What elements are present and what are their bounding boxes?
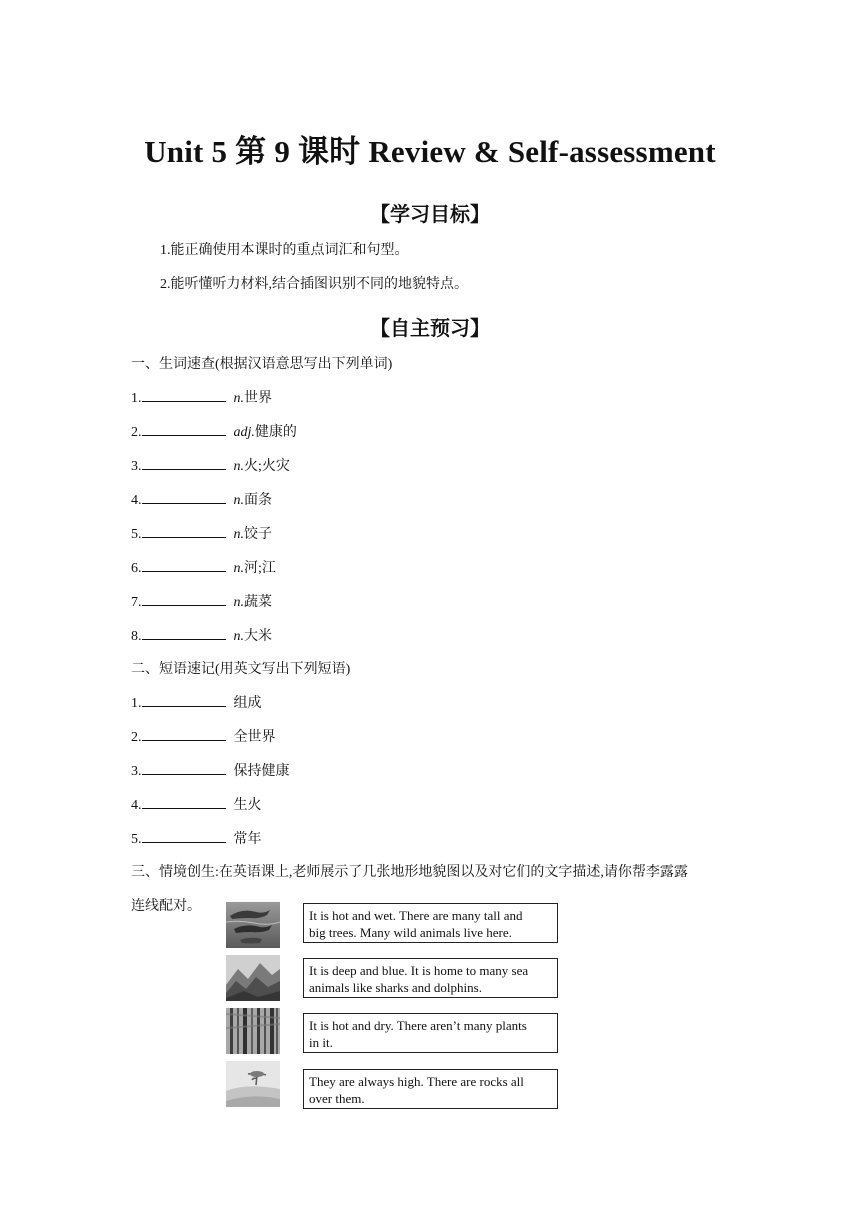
answer-blank[interactable] [142,593,226,606]
part3-heading: 三、情境创生:在英语课上,老师展示了几张地形地貌图以及对它们的文字描述,请你帮李露露 [131,865,688,880]
vocab-item: 7. n.蔬菜 [131,595,272,610]
phrase-item: 3. 保持健康 [131,764,290,779]
preview-heading: 【自主预习】 [370,316,490,340]
answer-blank[interactable] [142,627,226,640]
answer-blank[interactable] [142,389,226,402]
description-box[interactable]: They are always high. There are rocks all over them. [303,1069,558,1109]
answer-blank[interactable] [142,762,226,775]
vocab-item: 5. n.饺子 [131,527,272,542]
forest-photo[interactable] [226,1008,280,1054]
vocab-item: 8. n.大米 [131,629,272,644]
answer-blank[interactable] [142,491,226,504]
goals-heading: 【学习目标】 [370,202,490,226]
part3-heading-cont: 连线配对。 [131,899,201,914]
phrase-item: 4. 生火 [131,798,262,813]
goal-item: 1.能正确使用本课时的重点词汇和句型。 [160,243,409,258]
dolphins-photo[interactable] [226,902,280,948]
desert-photo[interactable] [226,1061,280,1107]
page-title: Unit 5 第 9 课时 Review & Self-assessment [144,134,716,169]
answer-blank[interactable] [142,423,226,436]
answer-blank[interactable] [142,694,226,707]
vocab-item: 6. n.河;江 [131,561,276,576]
answer-blank[interactable] [142,796,226,809]
phrase-item: 1. 组成 [131,696,262,711]
part2-heading: 二、短语速记(用英文写出下列短语) [131,662,351,677]
description-box[interactable]: It is hot and dry. There aren’t many plants in it. [303,1013,558,1053]
description-box[interactable]: It is deep and blue. It is home to many sea animals like sharks and dolphins. [303,958,558,998]
answer-blank[interactable] [142,559,226,572]
vocab-item: 3. n.火;火灾 [131,459,290,474]
answer-blank[interactable] [142,728,226,741]
answer-blank[interactable] [142,457,226,470]
part1-heading: 一、生词速查(根据汉语意思写出下列单词) [131,357,393,372]
vocab-item: 2. adj.健康的 [131,425,297,440]
phrase-item: 5. 常年 [131,832,262,847]
answer-blank[interactable] [142,525,226,538]
vocab-item: 4. n.面条 [131,493,272,508]
vocab-item: 1. n.世界 [131,391,272,406]
goal-item: 2.能听懂听力材料,结合插图识别不同的地貌特点。 [160,277,468,292]
answer-blank[interactable] [142,830,226,843]
description-box[interactable]: It is hot and wet. There are many tall and big trees. Many wild animals live here. [303,903,558,943]
phrase-item: 2. 全世界 [131,730,276,745]
mountains-photo[interactable] [226,955,280,1001]
